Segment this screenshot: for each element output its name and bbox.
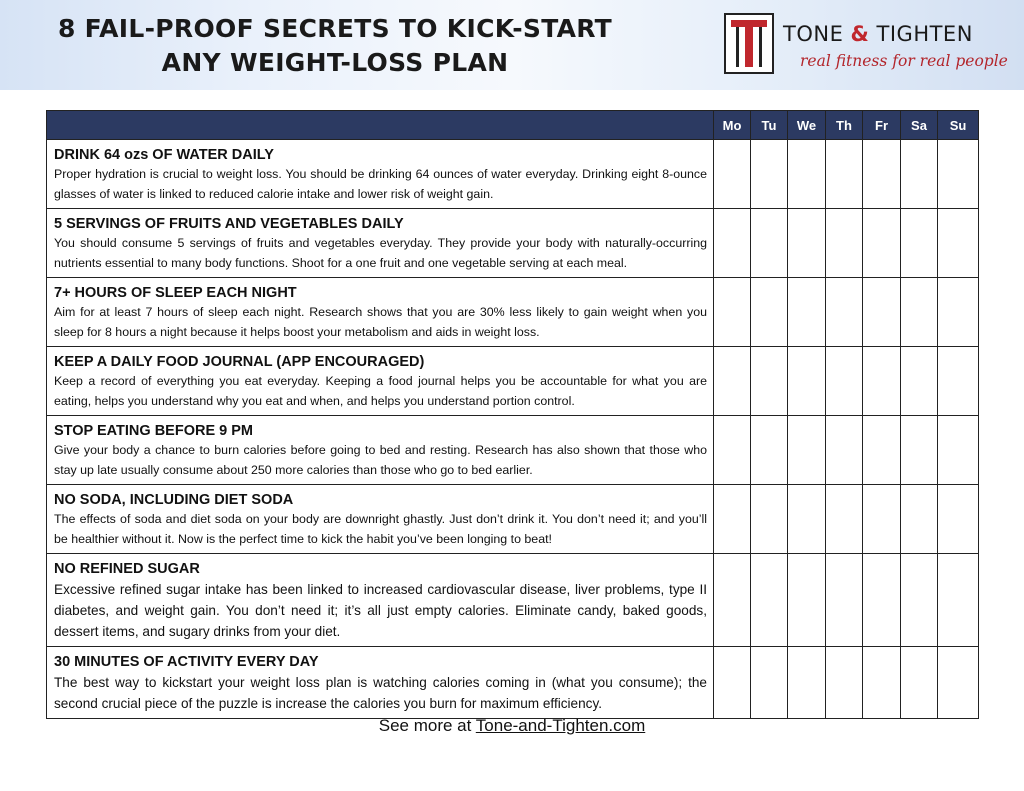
task-description: Proper hydration is crucial to weight loss. You should be drinking 64 ounces of water everyday. Drinking eight 8-ounce glasses of water is linked to reduced calorie intake and lower risk of weight gain. [54, 167, 707, 201]
day-check-cell-we[interactable] [788, 647, 826, 719]
day-check-cell-th[interactable] [826, 647, 863, 719]
title-line-1: 8 FAIL-PROOF SECRETS TO KICK-START [57, 14, 613, 43]
day-check-cell-su[interactable] [938, 416, 979, 485]
day-check-cell-sa[interactable] [901, 647, 938, 719]
brand-ampersand: & [850, 22, 870, 46]
task-cell [47, 647, 714, 719]
day-check-cell-sa[interactable] [901, 209, 938, 278]
task-title: 30 MINUTES OF ACTIVITY EVERY DAY [54, 654, 319, 670]
day-check-cell-th[interactable] [826, 485, 863, 554]
day-header-we: We [788, 111, 826, 140]
page-header [0, 0, 1024, 90]
day-check-cell-mo[interactable] [714, 554, 751, 647]
task-description: Aim for at least 7 hours of sleep each night. Research shows that you are 30% less likely to gain weight when you sleep for 8 hours a night because it helps boost your metabolism and aids in weight loss. [54, 305, 707, 339]
table-row [47, 209, 979, 278]
day-check-cell-mo[interactable] [714, 647, 751, 719]
table-row [47, 554, 979, 647]
task-cell [47, 485, 714, 554]
day-check-cell-fr[interactable] [863, 485, 901, 554]
day-check-cell-mo[interactable] [714, 140, 751, 209]
day-check-cell-sa[interactable] [901, 347, 938, 416]
task-description: The effects of soda and diet soda on your body are downright ghastly. Just don’t drink it. You don’t need it; and you’ll be healthier without it. Now is the perfect time to kick the habit you’ve been longing to beat! [54, 512, 707, 546]
task-title: NO REFINED SUGAR [54, 561, 200, 577]
day-check-cell-we[interactable] [788, 347, 826, 416]
day-check-cell-th[interactable] [826, 209, 863, 278]
day-check-cell-th[interactable] [826, 554, 863, 647]
day-check-cell-su[interactable] [938, 140, 979, 209]
day-check-cell-fr[interactable] [863, 347, 901, 416]
brand-name [783, 22, 973, 46]
brand-name-part1: TONE [783, 22, 851, 46]
task-cell [47, 416, 714, 485]
day-check-cell-we[interactable] [788, 485, 826, 554]
day-check-cell-sa[interactable] [901, 278, 938, 347]
day-header-sa: Sa [901, 111, 938, 140]
day-header-fr: Fr [863, 111, 901, 140]
task-description: The best way to kickstart your weight loss plan is watching calories coming in (what you consume); the second crucial piece of the puzzle is increase the calories you burn for maximum efficiency. [54, 675, 707, 711]
task-description: Excessive refined sugar intake has been linked to increased cardiovascular disease, liver problems, type II diabetes, and weight gain. You don’t need it; it’s all just empty calories. Eliminate candy, baked goods, dessert items, and sugary drinks from your diet. [54, 582, 707, 639]
day-check-cell-tu[interactable] [751, 347, 788, 416]
brand-logo-icon [724, 13, 774, 74]
task-description: Give your body a chance to burn calories before going to bed and resting. Research has also shown that those who stay up late usually consume about 250 more calories than those who go to bed earlier. [54, 443, 707, 477]
day-check-cell-sa[interactable] [901, 140, 938, 209]
task-cell [47, 347, 714, 416]
day-check-cell-tu[interactable] [751, 485, 788, 554]
task-title: KEEP A DAILY FOOD JOURNAL (APP ENCOURAGED) [54, 354, 425, 370]
brand-name-part2: TIGHTEN [869, 22, 973, 46]
title-line-2: ANY WEIGHT-LOSS PLAN [161, 48, 509, 77]
day-check-cell-fr[interactable] [863, 554, 901, 647]
day-check-cell-su[interactable] [938, 347, 979, 416]
day-check-cell-fr[interactable] [863, 416, 901, 485]
brand-tagline: real fitness for real people [800, 52, 1008, 70]
day-check-cell-tu[interactable] [751, 647, 788, 719]
day-check-cell-su[interactable] [938, 485, 979, 554]
day-check-cell-sa[interactable] [901, 485, 938, 554]
day-header-tu: Tu [751, 111, 788, 140]
day-check-cell-th[interactable] [826, 416, 863, 485]
table-row [47, 647, 979, 719]
day-check-cell-fr[interactable] [863, 647, 901, 719]
task-title: NO SODA, INCLUDING DIET SODA [54, 492, 294, 508]
day-check-cell-th[interactable] [826, 140, 863, 209]
footer [0, 716, 1024, 736]
table-row [47, 485, 979, 554]
task-cell [47, 554, 714, 647]
task-cell [47, 278, 714, 347]
day-check-cell-th[interactable] [826, 347, 863, 416]
day-check-cell-fr[interactable] [863, 278, 901, 347]
task-title: DRINK 64 ozs OF WATER DAILY [54, 147, 274, 163]
footer-prefix: See more at [378, 716, 476, 735]
t-monogram-icon [726, 15, 772, 72]
day-check-cell-su[interactable] [938, 647, 979, 719]
day-check-cell-tu[interactable] [751, 140, 788, 209]
day-header-su: Su [938, 111, 979, 140]
day-header-mo: Mo [714, 111, 751, 140]
task-title: 7+ HOURS OF SLEEP EACH NIGHT [54, 285, 297, 301]
day-check-cell-th[interactable] [826, 278, 863, 347]
day-check-cell-su[interactable] [938, 209, 979, 278]
table-row [47, 416, 979, 485]
task-description: You should consume 5 servings of fruits and vegetables everyday. They provide your body with naturally-occurring nutrients essential to many body functions. Shoot for a one fruit and one vegetable serving at each meal. [54, 236, 707, 270]
day-check-cell-sa[interactable] [901, 416, 938, 485]
task-title: STOP EATING BEFORE 9 PM [54, 423, 254, 439]
day-check-cell-we[interactable] [788, 209, 826, 278]
task-title: 5 SERVINGS OF FRUITS AND VEGETABLES DAILY [54, 216, 404, 232]
day-check-cell-mo[interactable] [714, 278, 751, 347]
day-check-cell-mo[interactable] [714, 209, 751, 278]
day-check-cell-tu[interactable] [751, 209, 788, 278]
header-blank-cell [47, 111, 714, 140]
habit-tracker-table [46, 110, 979, 719]
day-check-cell-we[interactable] [788, 416, 826, 485]
day-check-cell-fr[interactable] [863, 140, 901, 209]
day-check-cell-su[interactable] [938, 554, 979, 647]
day-check-cell-mo[interactable] [714, 485, 751, 554]
table-header-row [47, 111, 979, 140]
day-check-cell-we[interactable] [788, 554, 826, 647]
website-link[interactable]: Tone-and-Tighten.com [475, 716, 646, 735]
day-check-cell-su[interactable] [938, 278, 979, 347]
table-row [47, 278, 979, 347]
day-header-th: Th [826, 111, 863, 140]
day-check-cell-mo[interactable] [714, 347, 751, 416]
table-row [47, 140, 979, 209]
task-cell [47, 209, 714, 278]
day-check-cell-we[interactable] [788, 278, 826, 347]
task-cell [47, 140, 714, 209]
day-check-cell-mo[interactable] [714, 416, 751, 485]
day-check-cell-fr[interactable] [863, 209, 901, 278]
day-check-cell-tu[interactable] [751, 416, 788, 485]
task-description: Keep a record of everything you eat everyday. Keeping a food journal helps you be accountable for what you are eating, helps you understand why you eat and when, and helps you understand portion control. [54, 374, 707, 408]
page-title [20, 12, 650, 80]
table-row [47, 347, 979, 416]
day-check-cell-tu[interactable] [751, 554, 788, 647]
day-check-cell-tu[interactable] [751, 278, 788, 347]
day-check-cell-we[interactable] [788, 140, 826, 209]
day-check-cell-sa[interactable] [901, 554, 938, 647]
